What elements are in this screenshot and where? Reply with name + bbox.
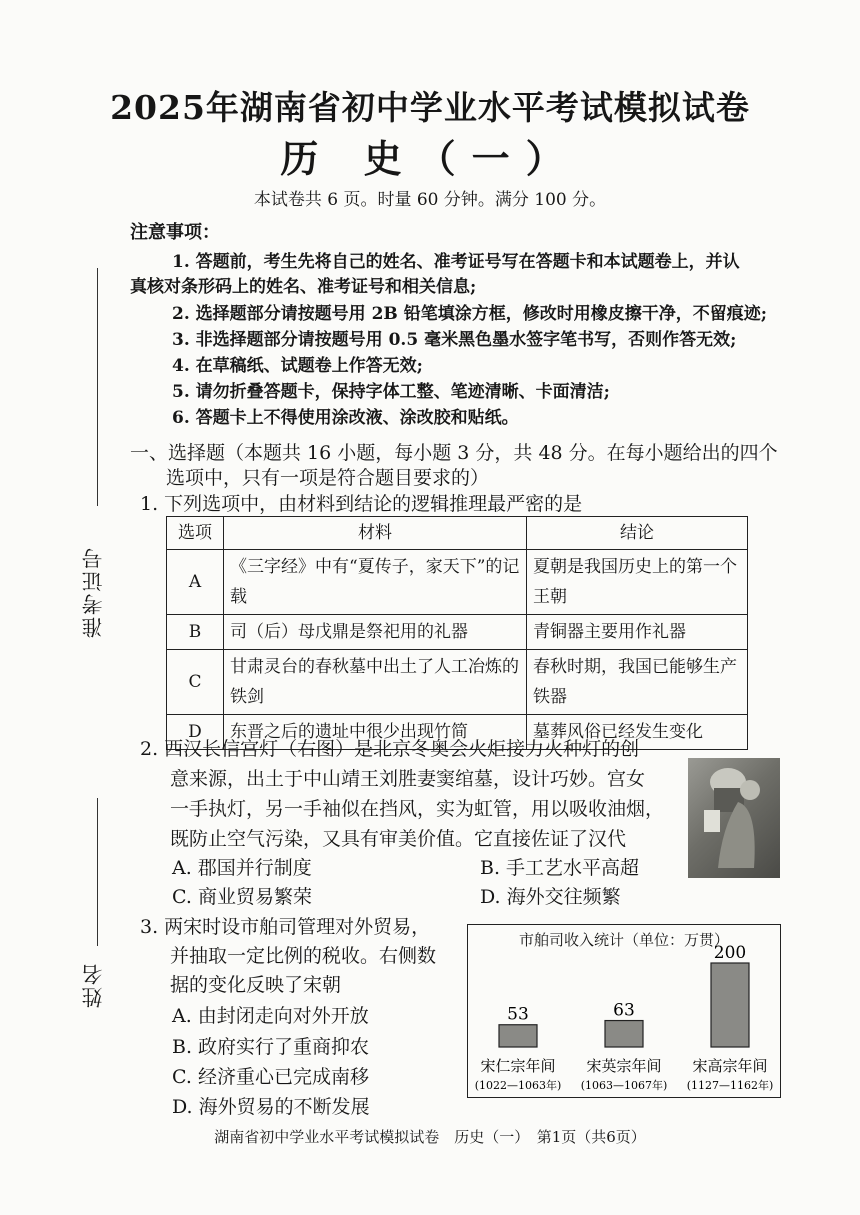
table-cell: 《三字经》中有“夏传子，家天下”的记载	[224, 550, 527, 615]
category-sublabel: (1063—1067年)	[580, 1079, 668, 1092]
exam-title: 2025年湖南省初中学业水平考试模拟试卷	[110, 88, 750, 127]
category-label: 宋仁宗年间	[480, 1057, 556, 1075]
chart-title: 市舶司收入统计（单位：万贯）	[518, 931, 729, 949]
question-2-option-a: A. 郡国并行制度	[172, 857, 312, 879]
table-cell: C	[167, 650, 224, 715]
question-3-option-a: A. 由封闭走向对外开放	[172, 1005, 369, 1027]
exam-id-line	[97, 268, 98, 506]
table-cell: 春秋时期，我国已能够生产铁器	[527, 650, 748, 715]
table-row	[167, 650, 748, 715]
notice-item: 真核对条形码上的姓名、准考证号和相关信息;	[130, 277, 477, 297]
table-header-cell: 选项	[167, 517, 224, 550]
bar-value-label: 63	[613, 1000, 635, 1021]
question-2-line: 2. 西汉长信宫灯（右图）是北京冬奥会火炬接力火种灯的创	[140, 738, 640, 760]
chart-plot	[468, 925, 780, 1097]
category-sublabel: (1127—1162年)	[686, 1079, 774, 1092]
table-header-cell: 材料	[224, 517, 527, 550]
notice-item: 1. 答题前，考生先将自己的姓名、准考证号写在答题卡和本试题卷上，并认	[172, 252, 740, 272]
table-row	[167, 615, 748, 650]
notice-title: 注意事项：	[130, 222, 220, 243]
table-cell: 甘肃灵台的春秋墓中出土了人工冶炼的铁剑	[224, 650, 527, 715]
question-2-option-c: C. 商业贸易繁荣	[172, 886, 312, 908]
table-cell: 夏朝是我国历史上的第一个王朝	[527, 550, 748, 615]
bar-value-label: 53	[507, 1004, 529, 1025]
trade-income-chart	[467, 924, 781, 1098]
question-2-line: 意来源，出土于中山靖王刘胜妻窦绾墓，设计巧妙。宫女	[170, 768, 646, 790]
table-cell: D	[167, 715, 224, 750]
question-3-option-b: B. 政府实行了重商抑农	[172, 1036, 370, 1058]
palace-lamp-figure	[688, 758, 780, 878]
question-1-table	[166, 516, 748, 750]
page-footer: 湖南省初中学业水平考试模拟试卷 历史（一） 第1页（共6页）	[214, 1128, 646, 1146]
question-2-line: 一手执灯，另一手袖似在挡风，实为虹管，用以吸收油烟，	[170, 798, 665, 820]
question-3-line: 据的变化反映了宋朝	[170, 974, 342, 996]
exam-info: 本试卷共 6 页。时量 60 分钟。满分 100 分。	[253, 190, 607, 210]
bar-1	[605, 1021, 643, 1047]
name-line	[97, 798, 98, 946]
notice-item: 3. 非选择题部分请按题号用 0.5 毫米黑色墨水签字笔书写，否则作答无效;	[172, 330, 737, 350]
table-cell: 墓葬风俗已经发生变化	[527, 715, 748, 750]
table-row	[167, 550, 748, 615]
question-3-option-d: D. 海外贸易的不断发展	[172, 1096, 370, 1118]
question-1-stem: 1. 下列选项中，由材料到结论的逻辑推理最严密的是	[140, 493, 583, 515]
notice-item: 6. 答题卡上不得使用涂改液、涂改胶和贴纸。	[172, 408, 519, 428]
notice-item: 5. 请勿折叠答题卡，保持字体工整、笔迹清晰、卡面清洁;	[172, 382, 610, 402]
category-label: 宋高宗年间	[692, 1057, 768, 1075]
subject-title: 历 史（一）	[280, 136, 580, 181]
question-2-option-b: B. 手工艺水平高超	[480, 857, 640, 879]
bar-value-label: 200	[713, 943, 747, 963]
table-cell: A	[167, 550, 224, 615]
table-cell: B	[167, 615, 224, 650]
section-heading-cont: 选项中，只有一项是符合题目要求的）	[166, 467, 490, 489]
category-label: 宋英宗年间	[586, 1057, 662, 1075]
notice-item: 4. 在草稿纸、试题卷上作答无效;	[172, 356, 423, 376]
section-heading: 一、选择题（本题共 16 小题，每小题 3 分，共 48 分。在每小题给出的四个	[130, 442, 778, 464]
question-2-line: 既防止空气污染，又具有审美价值。它直接佐证了汉代	[170, 828, 627, 850]
exam-id-label: 准考证号	[81, 546, 105, 638]
table-cell: 司（后）母戊鼎是祭祀用的礼器	[224, 615, 527, 650]
question-3-option-c: C. 经济重心已完成南移	[172, 1066, 369, 1088]
name-label: 姓名	[81, 962, 105, 1008]
question-3-line: 并抽取一定比例的税收。右侧数	[170, 945, 437, 967]
category-sublabel: (1022—1063年)	[474, 1079, 562, 1092]
table-cell: 东晋之后的遗址中很少出现竹简	[224, 715, 527, 750]
question-2-option-d: D. 海外交往频繁	[480, 886, 621, 908]
question-3-line: 3. 两宋时设市舶司管理对外贸易，	[140, 916, 431, 938]
table-header-cell: 结论	[527, 517, 748, 550]
table-header-row	[167, 517, 748, 550]
notice-item: 2. 选择题部分请按题号用 2B 铅笔填涂方框，修改时用橡皮擦干净，不留痕迹;	[172, 304, 767, 324]
bar-0	[499, 1025, 537, 1047]
table-cell: 青铜器主要用作礼器	[527, 615, 748, 650]
bar-2	[711, 963, 749, 1047]
palace-lamp-photo	[688, 758, 780, 878]
